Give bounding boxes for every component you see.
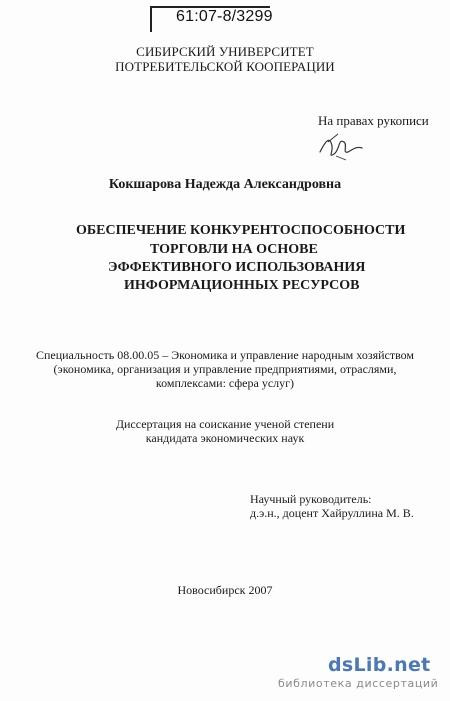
dissertation-line-2: кандидата экономических наук [145,431,305,445]
title-line-1: ОБЕСПЕЧЕНИЕ КОНКУРЕНТОСПОСОБНОСТИ [76,223,406,238]
title-line-4: ИНФОРМАЦИОННЫХ РЕСУРСОВ [124,278,360,293]
watermark-text: библиотека диссертаций [278,677,439,690]
title-line-3: ЭФФЕКТИВНОГО ИСПОЛЬЗОВАНИЯ [108,260,366,275]
manuscript-rights: На правах рукописи [318,113,429,128]
specialty-line-1: Специальность 08.00.05 – Экономика и управление народным хозяйством [35,348,415,362]
handwritten-signature [316,132,366,162]
specialty-line-3: комплексами: сфера услуг) [155,376,295,390]
city-year: Новосибирск 2007 [177,583,273,597]
title-line-2: ТОРГОВЛИ НА ОСНОВЕ [150,242,318,257]
author-name: Кокшарова Надежда Александровна [108,177,342,192]
university-name-line-2: ПОТРЕБИТЕЛЬСКОЙ КООПЕРАЦИИ [115,59,335,74]
university-name-line-1: СИБИРСКИЙ УНИВЕРСИТЕТ [136,44,314,59]
specialty-line-2: (экономика, организация и управление предприятиями, отраслями, [53,362,397,376]
library-stamp: 61:07-8/3299 [176,8,273,25]
supervisor-label: Научный руководитель: [250,492,372,506]
dissertation-line-1: Диссертация на соискание ученой степени [115,417,335,431]
watermark-logo: dsLib.net [328,654,431,676]
supervisor-name: д.э.н., доцент Хайруллина М. В. [250,506,414,520]
